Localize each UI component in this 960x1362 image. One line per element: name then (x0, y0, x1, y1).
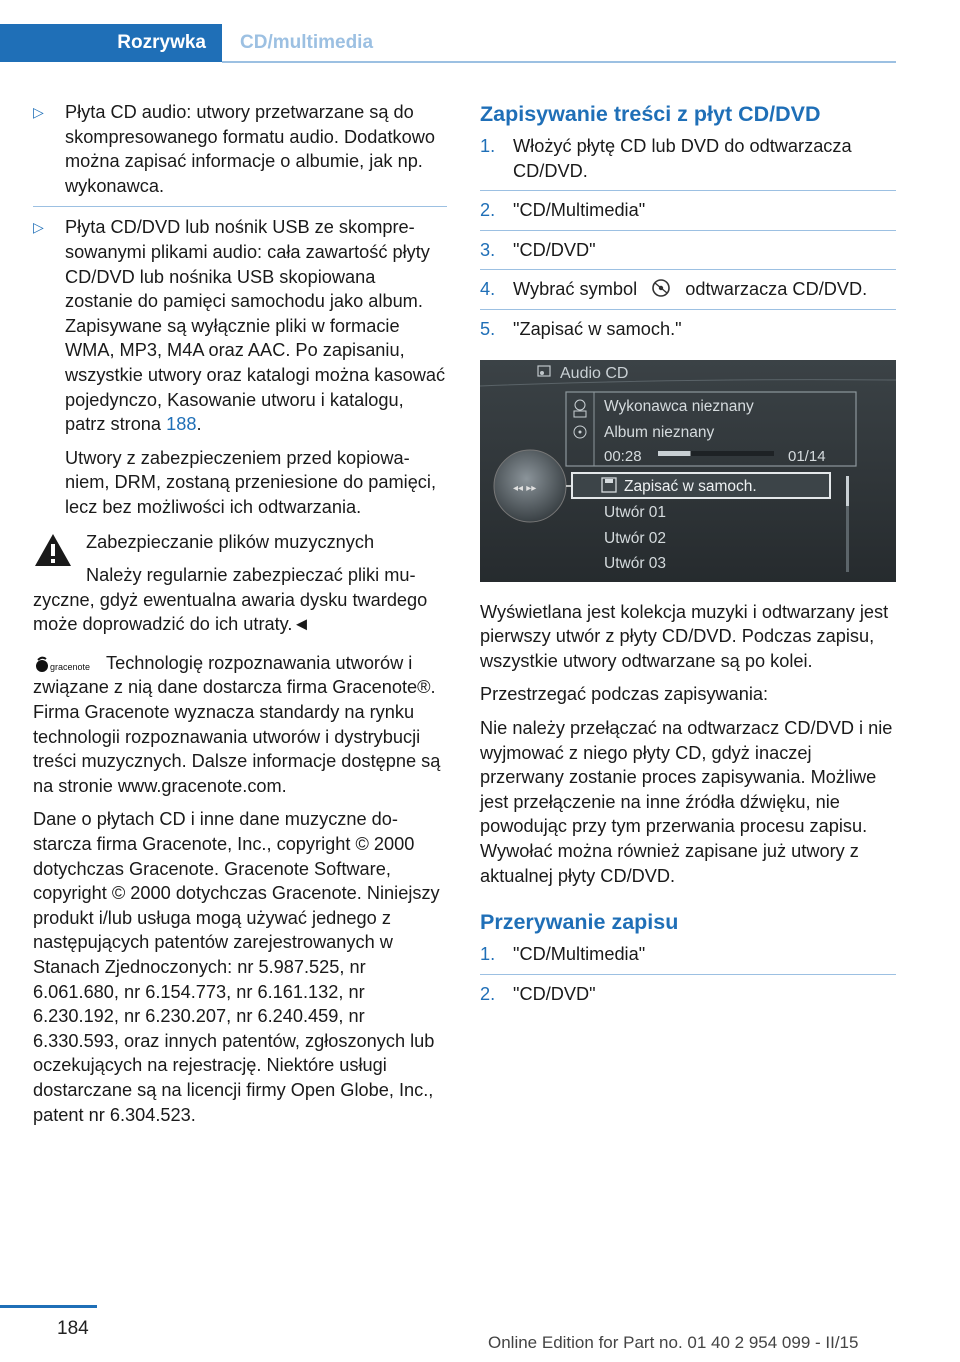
idrive-screenshot (480, 360, 896, 582)
step-number: 1. (480, 136, 496, 156)
step-item (480, 238, 896, 271)
page-link[interactable]: 188 (166, 414, 197, 435)
step-item (480, 198, 896, 231)
section-heading: Przerywanie zapisu (480, 910, 679, 935)
idrive-screen (480, 360, 896, 582)
screen-time: 00:28 (604, 447, 642, 465)
step-item (480, 277, 896, 310)
progress-fill (658, 451, 691, 456)
screen-album: Album nieznany (604, 423, 715, 441)
scrollbar-thumb (846, 476, 849, 506)
tab-rozrywka[interactable]: Rozrywka (0, 24, 222, 62)
step-item (480, 134, 896, 191)
paragraph: Przestrzegać podczas zapisywania: (480, 684, 769, 705)
left-column (33, 100, 447, 1136)
track-item: Utwór 01 (604, 503, 667, 521)
gracenote-logo (33, 653, 93, 679)
screen-title: Audio CD (560, 364, 629, 382)
step-number: 2. (480, 983, 496, 1004)
screen-track-pos: 01/14 (788, 447, 826, 465)
list-item (33, 100, 447, 207)
bullet-text: Płyta CD/DVD lub nośnik USB ze skompresowanymi plikami audio: cała zawartość płyty CD/DVD lub nośnika USB skopiowana zostanie do pamięci samochodu jako album. Zapisywane są wyłącznie pliki w formacie WMA, MP3, M4A oraz AAC. Po zapisaniu, wszystkie utwory oraz katalogi można kasować pojedynczo, Kasowanie utworu i katalogu, patrz strona (65, 217, 446, 435)
step-text: Wybrać symbol (513, 279, 638, 300)
page-header (0, 0, 960, 64)
step-number: 5. (480, 318, 496, 339)
step-text: odtwarzacza CD/DVD. (685, 279, 868, 300)
bullet-text: Płyta CD audio: utwory przetwarzane są do skompresowanego formatu audio. Dodatkowo można zapisać informacje o albumie, jak np. wykonawca. (65, 102, 436, 196)
list-item (33, 215, 447, 519)
bullet-text-end: . (196, 414, 202, 435)
triangle-bullet-icon: ▷ (33, 219, 44, 236)
right-column (480, 100, 896, 1013)
gracenote-text: Technologię rozpoznawania utworów i związane z nią dane dostarcza firma Gracenote®. Firma Gracenote wyznacza standardy na rynku technologii rozpoznawania utworów i dystrybucji treści muzycznych. Dalsze informacje dostępne są na stronie www.gracenote.com. (33, 652, 441, 796)
bullet-note: Utwory z zabezpieczeniem przed kopiowaniem, DRM, zostaną przeniesione do pamięci, lecz bez możliwości ich odtwarzania. (65, 447, 436, 517)
track-item: Utwór 03 (604, 554, 667, 572)
step-text: "CD/Multimedia" (513, 200, 646, 221)
step-item (480, 982, 896, 1007)
paragraph: Nie należy przełączać na odtwarzacz CD/DVD i nie wyjmować z niego płyty CD, gdyż inaczej przerwany zostanie proces zapisywania. Możliwe jest przełączenie na inne źródła dźwięku, nie powodując przy tym przerwania procesu zapisu. Wywołać można również zapisane już utwory z aktualnej płyty CD/DVD. (480, 717, 893, 886)
step-text: Włożyć płytę CD lub DVD do odtwarzacza CD/DVD. (513, 136, 852, 181)
gracenote-logo-text: gracenote (50, 661, 91, 672)
paragraph: Wyświetlana jest kolekcja muzyki i odtwarzany jest pierwszy utwór z płyty CD/DVD. Podczas zapisu, wszystkie utwory odtwarzane są po kolei. (480, 601, 889, 671)
warning-block (33, 530, 447, 555)
step-number: 4. (480, 279, 496, 300)
step-text: "Zapisać w samoch." (513, 318, 682, 339)
step-text: "CD/Multimedia" (513, 944, 646, 965)
warning-icon (33, 532, 73, 568)
screen-artist: Wykonawca nieznany (604, 397, 754, 415)
step-number: 2. (480, 200, 496, 221)
header-divider (222, 61, 896, 63)
save-disc-icon (648, 278, 674, 298)
triangle-bullet-icon: ▷ (33, 104, 44, 120)
selected-menu-label: Zapisać w samoch. (624, 477, 757, 495)
gracenote-block (33, 651, 447, 799)
edition-text: Online Edition for Part no. 01 40 2 954 099 - II/15 (488, 1333, 859, 1352)
step-number: 3. (480, 239, 496, 260)
step-item (480, 317, 896, 342)
footer-divider (0, 1305, 97, 1308)
knob-arrows-icon: ◂◂ ▸▸ (513, 482, 537, 494)
step-text: "CD/DVD" (513, 983, 596, 1004)
step-number: 1. (480, 944, 496, 965)
track-item: Utwór 02 (604, 529, 667, 547)
tab-cd-multimedia[interactable]: CD/multimedia (240, 32, 374, 53)
page-number: 184 (57, 1318, 89, 1339)
warning-text: Należy regularnie zabezpieczać pliki muzyczne, gdyż ewentualna awaria dysku twardego może doprowadzić do ich utraty.◄ (33, 565, 428, 635)
warning-title: Zabezpieczanie plików muzycznych (86, 531, 375, 552)
step-text: "CD/DVD" (513, 239, 596, 260)
step-item (480, 942, 896, 975)
section-heading: Zapisywanie treści z płyt CD/DVD (480, 102, 821, 126)
copyright-text: Dane o płytach CD i inne dane muzyczne dostarcza firma Gracenote, Inc., copyright © 2000 dotychczas Gracenote. Gracenote Software, copyright © 2000 dotychczas Gracenote. Niniejszy produkt i/lub usługa mogą używać jednego z następujących patentów zarejestrowanych w Stanach Zjednoczonych: nr 5.987.525, nr 6.061.680, nr 6.154.773, nr 6.161.132, nr 6.230.192, nr 6.230.207, nr 6.240.459, nr 6.330.593, oraz innych patentów, zgłoszonych lub oczekujących na rejestrację. Niektóre usługi dostarczane są na licencji firmy Open Globe, Inc., patent nr 6.304.523. (33, 809, 440, 1125)
